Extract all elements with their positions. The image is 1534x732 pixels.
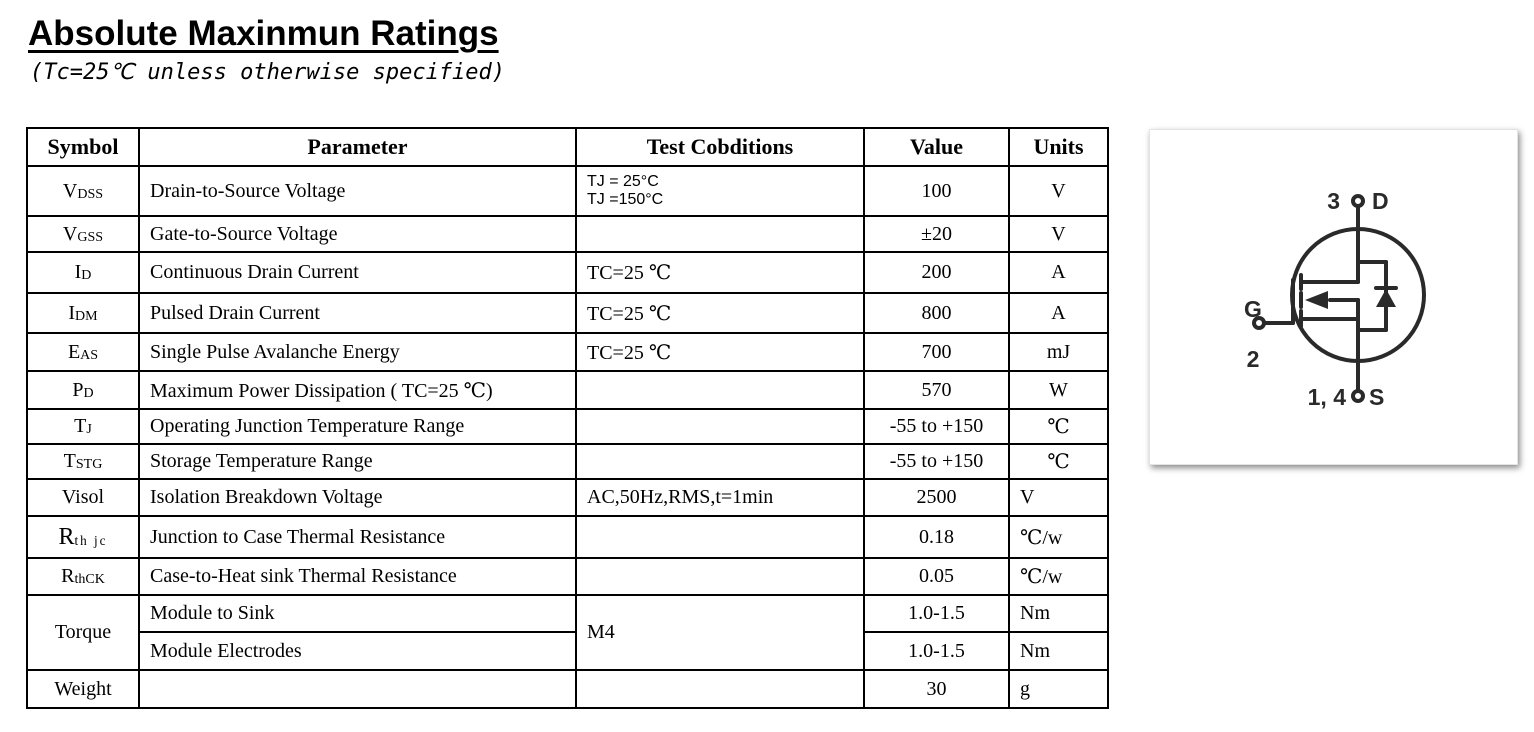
- table-row: [27, 670, 1108, 708]
- source-pin-numbers: 1, 4: [1307, 384, 1346, 410]
- parameter-cell: Continuous Drain Current: [139, 252, 576, 293]
- symbol-cell: $V_{DSS}$: [27, 166, 139, 216]
- symbol-cell: $V_{GSS}$: [27, 216, 139, 252]
- parameter-cell: Gate-to-Source Voltage: [139, 216, 576, 252]
- header-conditions: Test Cobditions: [576, 128, 864, 166]
- symbol-cell: Torque: [27, 595, 139, 670]
- table-row: [27, 595, 1108, 632]
- value-cell: 1.0-1.5: [864, 632, 1009, 670]
- parameter-cell: Storage Temperature Range: [139, 444, 576, 479]
- conditions-cell: TC=25 ℃: [576, 293, 864, 333]
- unit-cell: A: [1009, 293, 1108, 333]
- unit-cell: V: [1009, 166, 1108, 216]
- unit-cell: A: [1009, 252, 1108, 293]
- symbol-cell: Visol: [27, 479, 139, 516]
- table-row: [27, 166, 1108, 216]
- body-arrow-icon: [1305, 291, 1328, 309]
- table-row: [27, 216, 1108, 252]
- symbol-cell: $R_{th jc}$: [27, 516, 139, 558]
- value-cell: 100: [864, 166, 1009, 216]
- drain-terminal: [1353, 196, 1363, 206]
- table-row: [27, 409, 1108, 444]
- unit-cell: ℃: [1009, 409, 1108, 444]
- parameter-cell: Pulsed Drain Current: [139, 293, 576, 333]
- unit-cell: V: [1009, 479, 1108, 516]
- conditions-cell: AC,50Hz,RMS,t=1min: [576, 479, 864, 516]
- table-header-row: [27, 128, 1108, 166]
- value-cell: 800: [864, 293, 1009, 333]
- value-cell: -55 to +150: [864, 444, 1009, 479]
- value-cell: 1.0-1.5: [864, 595, 1009, 632]
- unit-cell: W: [1009, 371, 1108, 409]
- value-cell: 570: [864, 371, 1009, 409]
- symbol-cell: $I_{DM}$: [27, 293, 139, 333]
- source-terminal: [1353, 391, 1363, 401]
- parameter-cell: Case-to-Heat sink Thermal Resistance: [139, 558, 576, 595]
- parameter-cell: Drain-to-Source Voltage: [139, 166, 576, 216]
- header-parameter: Parameter: [139, 128, 576, 166]
- gate-pin-number: 2: [1246, 346, 1260, 372]
- gate-pin-label: G: [1244, 296, 1262, 322]
- conditions-note: (Tc=25℃ unless otherwise specified): [30, 60, 506, 85]
- parameter-cell: Single Pulse Avalanche Energy: [139, 333, 576, 371]
- conditions-cell: [576, 444, 864, 479]
- symbol-cell: Weight: [27, 670, 139, 708]
- table-row: [27, 632, 1108, 670]
- symbol-cell: $P_D$: [27, 371, 139, 409]
- value-cell: 700: [864, 333, 1009, 371]
- mosfet-symbol-card: [1149, 129, 1518, 465]
- symbol-cell: $I_D$: [27, 252, 139, 293]
- unit-cell: Nm: [1009, 595, 1108, 632]
- unit-cell: mJ: [1009, 333, 1108, 371]
- table-row: [27, 371, 1108, 409]
- conditions-cell: [576, 558, 864, 595]
- table-row: [27, 516, 1108, 558]
- diode-triangle-icon: [1376, 289, 1396, 307]
- conditions-cell: [576, 371, 864, 409]
- symbol-cell: $T_J$: [27, 409, 139, 444]
- unit-cell: Nm: [1009, 632, 1108, 670]
- drain-pin-number: 3: [1327, 188, 1340, 214]
- value-cell: 0.05: [864, 558, 1009, 595]
- header-units: Units: [1009, 128, 1108, 166]
- value-cell: -55 to +150: [864, 409, 1009, 444]
- page-title: Absolute Maxinmun Ratings: [28, 14, 499, 53]
- parameter-cell: Isolation Breakdown Voltage: [139, 479, 576, 516]
- table-row: [27, 558, 1108, 595]
- value-cell: 2500: [864, 479, 1009, 516]
- table-row: [27, 479, 1108, 516]
- table-row: [27, 333, 1108, 371]
- value-cell: ±20: [864, 216, 1009, 252]
- conditions-cell: [576, 670, 864, 708]
- parameter-cell: Operating Junction Temperature Range: [139, 409, 576, 444]
- unit-cell: ℃: [1009, 444, 1108, 479]
- unit-cell: V: [1009, 216, 1108, 252]
- header-value: Value: [864, 128, 1009, 166]
- symbol-cell: $R_{thCK}$: [27, 558, 139, 595]
- value-cell: 200: [864, 252, 1009, 293]
- source-pin-label: S: [1369, 384, 1385, 410]
- unit-cell: g: [1009, 670, 1108, 708]
- mosfet-schematic: [1150, 130, 1517, 464]
- parameter-cell: Maximum Power Dissipation ( TC=25 ℃): [139, 371, 576, 409]
- ratings-table: [26, 127, 1109, 709]
- conditions-cell: [576, 409, 864, 444]
- conditions-cell: [576, 516, 864, 558]
- value-cell: 0.18: [864, 516, 1009, 558]
- table-row: [27, 252, 1108, 293]
- conditions-cell: M4: [576, 595, 864, 670]
- parameter-cell: Module to Sink: [139, 595, 576, 632]
- table-row: [27, 444, 1108, 479]
- conditions-cell: TC=25 ℃: [576, 252, 864, 293]
- table-row: [27, 293, 1108, 333]
- value-cell: 30: [864, 670, 1009, 708]
- unit-cell: ℃/w: [1009, 516, 1108, 558]
- conditions-cell: [576, 216, 864, 252]
- parameter-cell: [139, 670, 576, 708]
- symbol-cell: $E_{AS}$: [27, 333, 139, 371]
- conditions-cell: TC=25 ℃: [576, 333, 864, 371]
- parameter-cell: Module Electrodes: [139, 632, 576, 670]
- header-symbol: Symbol: [27, 128, 139, 166]
- parameter-cell: Junction to Case Thermal Resistance: [139, 516, 576, 558]
- unit-cell: ℃/w: [1009, 558, 1108, 595]
- drain-pin-label: D: [1372, 188, 1389, 214]
- symbol-cell: $T_{STG}$: [27, 444, 139, 479]
- conditions-cell: TJ = 25°C TJ =150°C: [576, 166, 864, 216]
